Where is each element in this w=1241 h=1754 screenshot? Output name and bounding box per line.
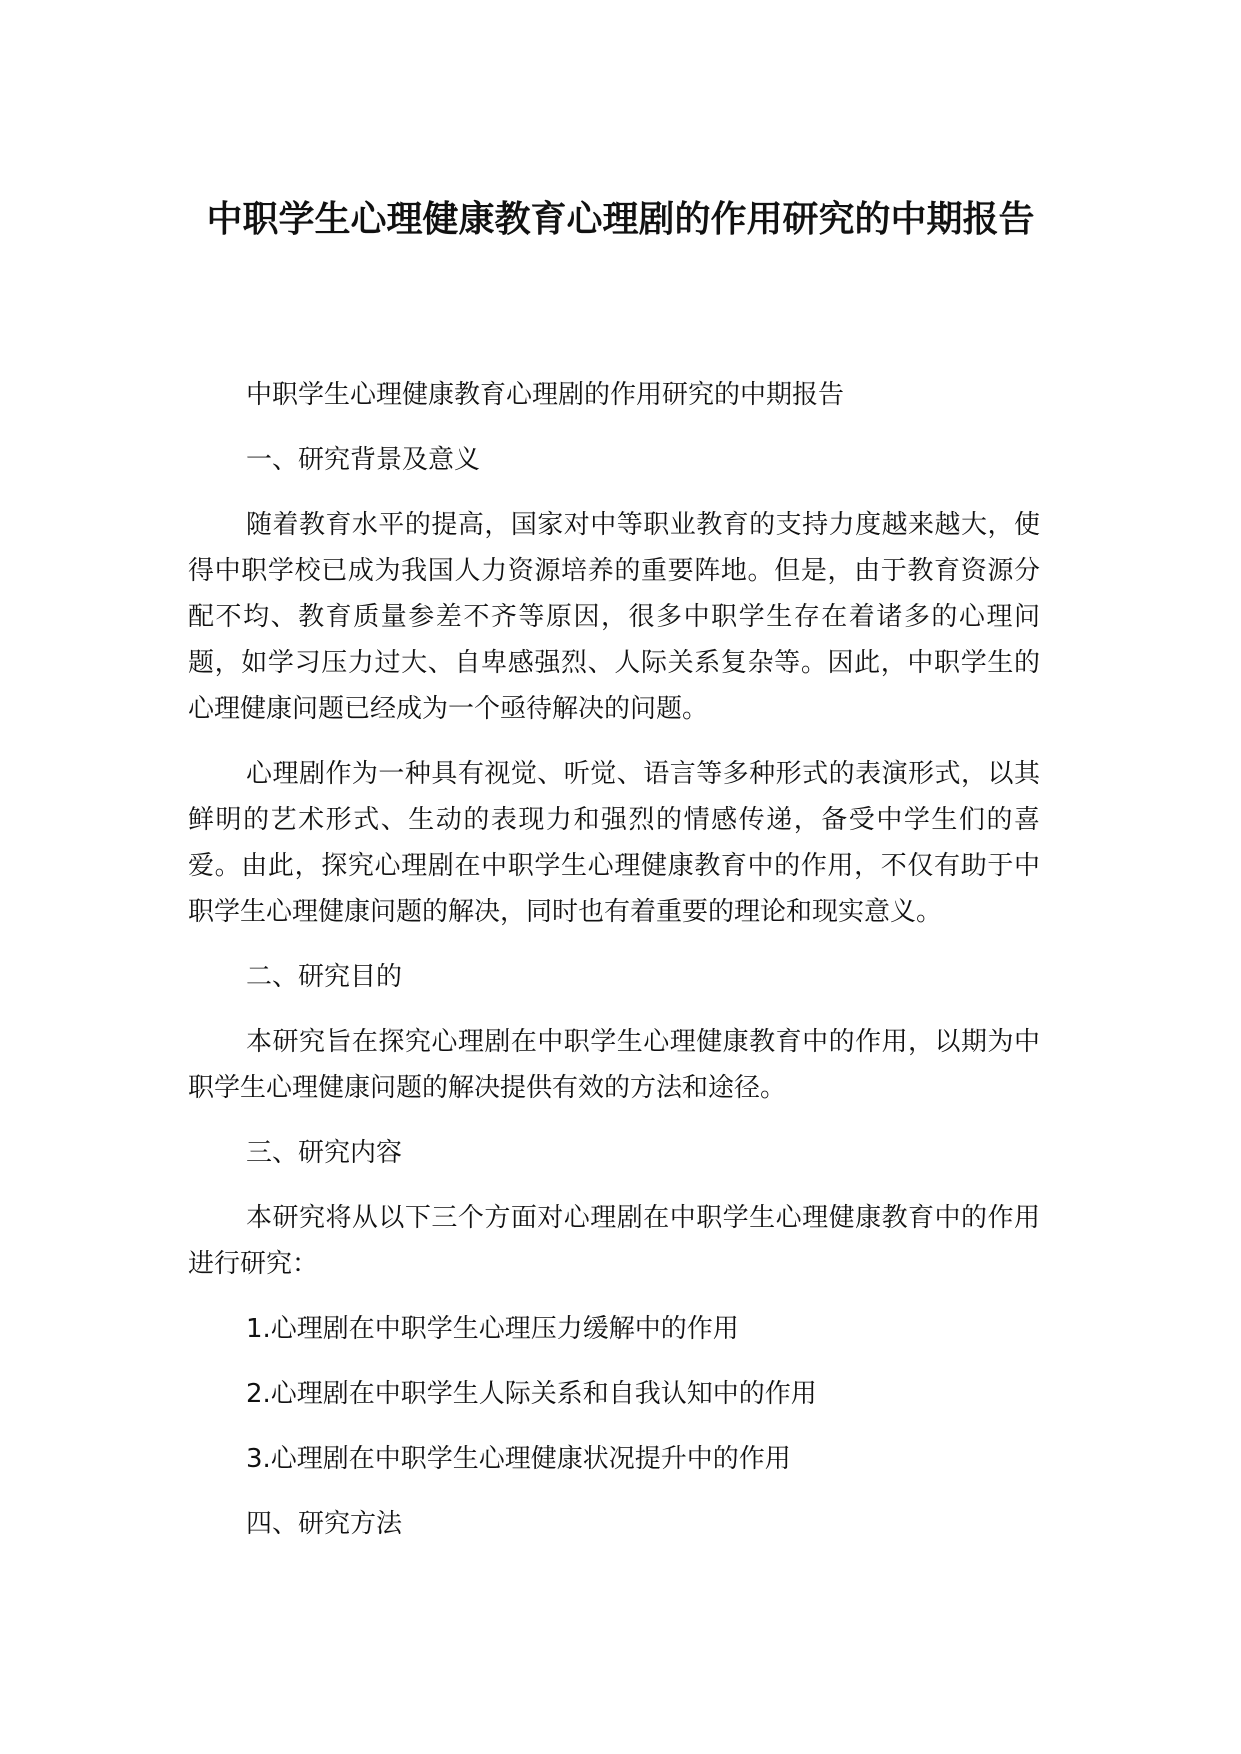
paragraph-background-1: 随着教育水平的提高，国家对中等职业教育的支持力度越来越大，使得中职学校已成为我国人力资源培养的重要阵地。但是，由于教育资源分配不均、教育质量参差不齐等原因，很多中职学生存在着诸多的心理问题，如学习压力过大、自卑感强烈、人际关系复杂等。因此，中职学生的心理健康问题已经成为一个亟待解决的问题。 [188, 510, 1040, 724]
list-item-content-3: 3.心理剧在中职学生心理健康状况提升中的作用 [246, 1444, 791, 1474]
paragraph-background-2: 心理剧作为一种具有视觉、听觉、语言等多种形式的表演形式，以其鲜明的艺术形式、生动的表现力和强烈的情感传递，备受中学生们的喜爱。由此，探究心理剧在中职学生心理健康教育中的作用，不仅有助于中职学生心理健康问题的解决，同时也有着重要的理论和现实意义。 [188, 759, 1040, 927]
list-item-content-2: 2.心理剧在中职学生人际关系和自我认知中的作用 [246, 1379, 817, 1409]
section-heading-method: 四、研究方法 [246, 1509, 403, 1539]
paragraph-subtitle: 中职学生心理健康教育心理剧的作用研究的中期报告 [246, 380, 845, 410]
paragraph-purpose: 本研究旨在探究心理剧在中职学生心理健康教育中的作用，以期为中职学生心理健康问题的解决提供有效的方法和途径。 [188, 1027, 1040, 1103]
section-heading-background: 一、研究背景及意义 [246, 445, 481, 475]
list-item-content-1: 1.心理剧在中职学生心理压力缓解中的作用 [246, 1314, 739, 1344]
document-title: 中职学生心理健康教育心理剧的作用研究的中期报告 [206, 199, 1035, 240]
section-heading-purpose: 二、研究目的 [246, 962, 403, 992]
document-body [188, 372, 1040, 1566]
paragraph-content-intro: 本研究将从以下三个方面对心理剧在中职学生心理健康教育中的作用进行研究： [188, 1203, 1040, 1279]
section-heading-content: 三、研究内容 [246, 1138, 403, 1168]
